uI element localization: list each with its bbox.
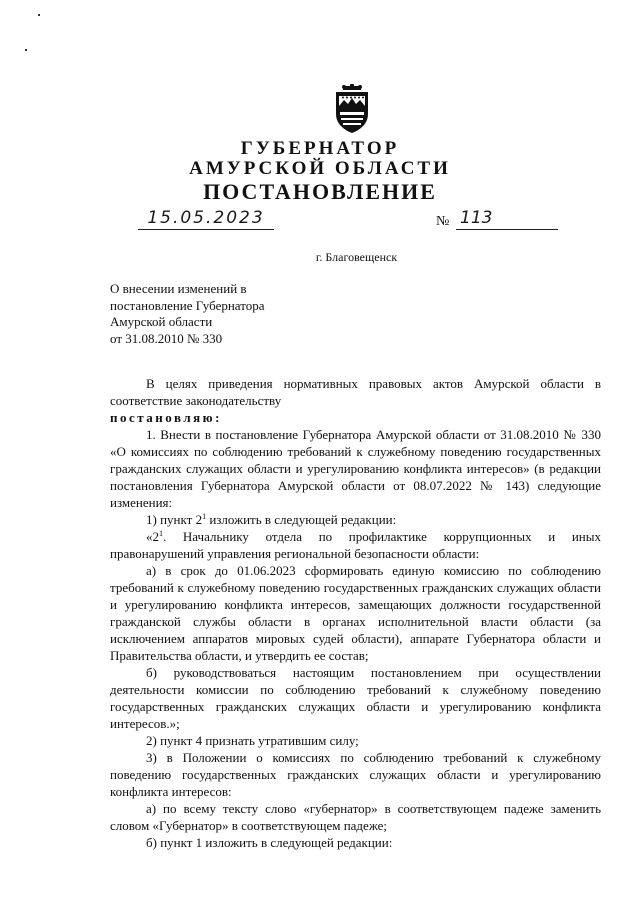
document-type-title: ПОСТАНОВЛЕНИЕ [203, 179, 437, 204]
resolve-word [110, 409, 601, 426]
scan-speck [25, 49, 27, 51]
region-title: АМУРСКОЙ ОБЛАСТИ [189, 158, 451, 179]
resolve-word-text: постановляю: [110, 410, 222, 425]
handwritten-number: 113 [456, 208, 558, 230]
paragraph-text: изложить в следующей редакции: [206, 512, 397, 527]
paragraph: 1. Внести в постановление Губернатора Амурской области от 31.08.2010 № 330 «О комиссиях по соблюдению требований к служебному поведению государственных гражданских служащих области и урегулированию конфликта интересов» (в редакции постановления Губернатора Амурской области от 08.07.2022 № 143) следующие изменения: [110, 427, 601, 510]
document-body [110, 375, 601, 851]
paragraph: б) руководствоваться настоящим постановлением при осуществлении деятельности комиссии по соблюдению требований к служебному поведению государственных гражданских служащих области и урегулированию конфликта интересов.»; [110, 665, 601, 731]
paragraph: а) в срок до 01.06.2023 сформировать единую комиссию по соблюдению требований к служебному поведению государственных гражданских служащих области и урегулированию конфликта интересов, замещающих должности государственной гражданской службы области в органах исполнительной власти области (за исключением аппаратов мировых судей области), аппарате Губернатора области и Правительства области, и утвердить ее состав; [110, 563, 601, 663]
scan-speck [38, 14, 40, 16]
subject-block [110, 281, 265, 347]
paragraph: В целях приведения нормативных правовых актов Амурской области в соответствие законодательству [110, 376, 601, 408]
paragraph [110, 528, 601, 562]
paragraph: а) по всему тексту слово «губернатор» в соответствующем падеже заменить словом «Губернатор» в соответствующем падеже; [110, 801, 601, 833]
paragraph-text: . Начальнику отдела по профилактике коррупционных и иных правонарушений управления региональной безопасности области: [110, 529, 601, 561]
superscript: 1 [202, 512, 207, 521]
superscript: 1 [159, 529, 163, 538]
paragraph-text: 1) пункт 2 [146, 512, 203, 527]
subject-line: О внесении изменений в [110, 281, 247, 296]
paragraph: 3) в Положении о комиссиях по соблюдению требований к служебному поведению государственных гражданских служащих области и урегулированию конфликта интересов: [110, 750, 601, 799]
paragraph: б) пункт 1 изложить в следующей редакции: [146, 835, 393, 850]
issuer-title: ГУБЕРНАТОР [240, 138, 400, 159]
paragraph-text: «2 [146, 529, 159, 544]
subject-line: от 31.08.2010 № 330 [110, 330, 223, 346]
number-label: № [436, 214, 450, 229]
coat-of-arms-icon [330, 84, 374, 134]
city: г. Благовещенск [315, 250, 398, 264]
paragraph [110, 511, 601, 528]
subject-line: Амурской области [110, 314, 213, 329]
subject-line: постановление Губернатора [110, 297, 265, 313]
handwritten-date: 15.05.2023 [138, 208, 274, 230]
paragraph: 2) пункт 4 признать утратившим силу; [146, 733, 359, 748]
